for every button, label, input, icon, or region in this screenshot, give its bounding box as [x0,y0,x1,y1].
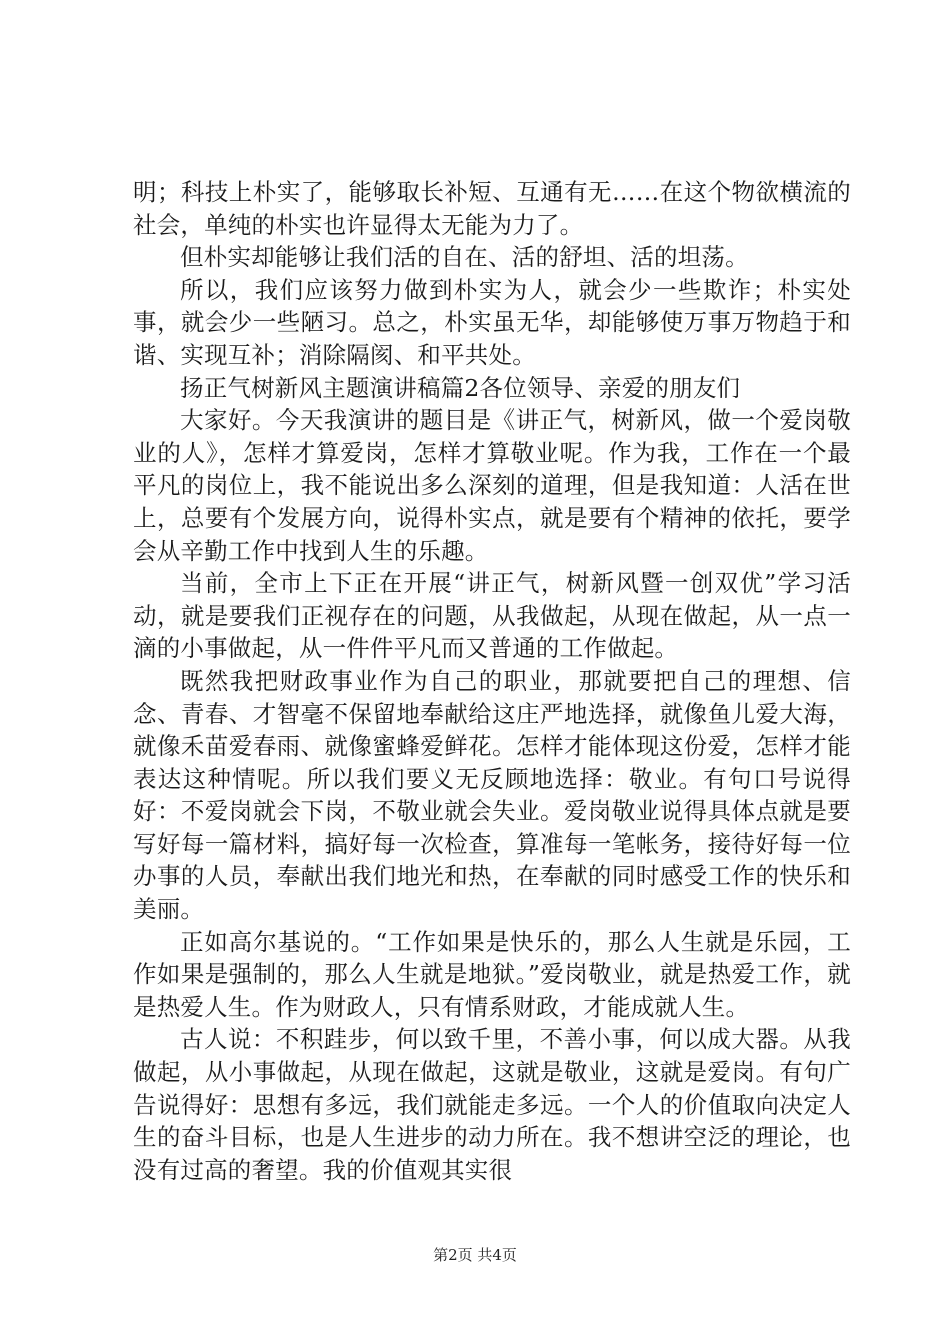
paragraph-5: 大家好。今天我演讲的题目是《讲正气，树新风，做一个爱岗敬业的人》，怎样才算爱岗，怎样才算敬业呢。作为我，工作在一个最平凡的岗位上，我不能说出多么深刻的道理，但是我知道：人活在世上，总要有个发展方向，说得朴实点，就是要有个精神的依托，要学会从辛勤工作中找到人生的乐趣。 [133,406,851,565]
section-heading: 扬正气树新风主题演讲稿篇2各位领导、亲爱的朋友们 [180,373,741,402]
paragraph-2: 但朴实却能够让我们活的自在、活的舒坦、活的坦荡。 [180,243,749,272]
paragraph-3: 所以，我们应该努力做到朴实为人，就会少一些欺诈；朴实处事，就会少一些陋习。总之，朴实虽无华，却能够使万事万物趋于和谐、实现互补；消除隔阂、和平共处。 [133,275,851,369]
paragraph-6: 当前，全市上下正在开展“讲正气，树新风暨一创双优”学习活动，就是要我们正视存在的问题，从我做起，从现在做起，从一点一滴的小事做起，从一件件平凡而又普通的工作做起。 [133,569,851,663]
paragraph-1: 明；科技上朴实了，能够取长补短、互通有无……在这个物欲横流的社会，单纯的朴实也许显得太无能为力了。 [133,178,851,239]
document-body [133,176,851,1186]
page-footer: 第2页 共4页 [433,1246,517,1264]
paragraph-9: 古人说：不积跬步，何以致千里，不善小事，何以成大器。从我做起，从小事做起，从现在做起，这就是敬业，这就是爱岗。有句广告说得好：思想有多远，我们就能走多远。一个人的价值取向决定人生的奋斗目标，也是人生进步的动力所在。我不想讲空泛的理论，也没有过高的奢望。我的价值观其实很 [133,1025,851,1184]
paragraph-8: 正如高尔基说的。“工作如果是快乐的，那么人生就是乐园，工作如果是强制的，那么人生就是地狱。”爱岗敬业，就是热爱工作，就是热爱人生。作为财政人，只有情系财政，才能成就人生。 [133,927,851,1021]
paragraph-7: 既然我把财政事业作为自己的职业，那就要把自己的理想、信念、青春、才智毫不保留地奉献给这庄严地选择，就像鱼儿爱大海，就像禾苗爱春雨、就像蜜蜂爱鲜花。怎样才能体现这份爱，怎样才能表达这种情呢。所以我们要义无反顾地选择：敬业。有句口号说得好：不爱岗就会下岗，不敬业就会失业。爱岗敬业说得具体点就是要写好每一篇材料，搞好每一次检查，算准每一笔帐务，接待好每一位办事的人员，奉献出我们地光和热，在奉献的同时感受工作的快乐和美丽。 [133,666,851,924]
